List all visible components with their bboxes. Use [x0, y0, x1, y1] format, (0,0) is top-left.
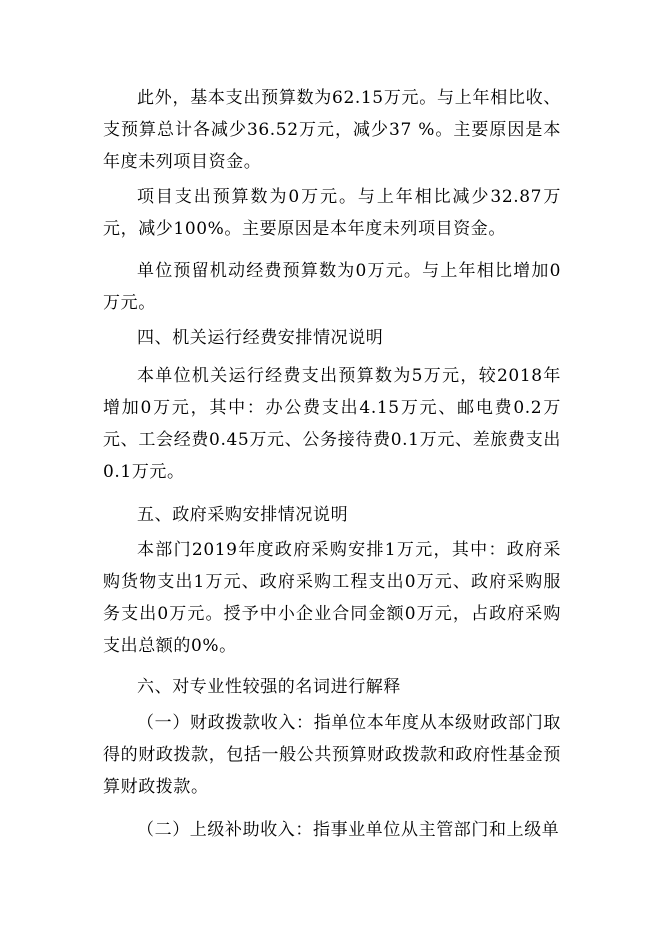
heading-section-six: 六、对专业性较强的名词进行解释 — [137, 677, 401, 697]
paragraph-operating-expenses: 本单位机关运行经费支出预算数为5万元，较2018年增加0万元，其中：办公费支出4.15万元、邮电费0.2万元、工会经费0.45万元、公务接待费0.1万元、差旅费支出0.1万元。 — [103, 366, 561, 482]
heading-section-four: 四、机关运行经费安排情况说明 — [137, 328, 384, 348]
paragraph-reserve-funds: 单位预留机动经费预算数为0万元。与上年相比增加0万元。 — [103, 261, 561, 313]
heading-section-five: 五、政府采购安排情况说明 — [137, 505, 349, 525]
paragraph-fiscal-appropriation-definition: （一）财政拨款收入：指单位本年度从本级财政部门取得的财政拨款，包括一般公共预算财政拨款和政府性基金预算财政拨款。 — [103, 713, 561, 797]
paragraph-basic-expenditure: 此外，基本支出预算数为62.15万元。与上年相比收、支预算总计各减少36.52万元，减少37 %。主要原因是本年度未列项目资金。 — [103, 88, 561, 172]
paragraph-project-expenditure: 项目支出预算数为0万元。与上年相比减少32.87万元，减少100%。主要原因是本年度未列项目资金。 — [103, 187, 561, 239]
paragraph-superior-subsidy-definition: （二）上级补助收入：指事业单位从主管部门和上级单 — [137, 820, 560, 840]
paragraph-government-procurement: 本部门2019年度政府采购安排1万元，其中：政府采购货物支出1万元、政府采购工程支出0万元、政府采购服务支出0万元。授予中小企业合同金额0万元，占政府采购支出总额的0%。 — [103, 540, 561, 656]
